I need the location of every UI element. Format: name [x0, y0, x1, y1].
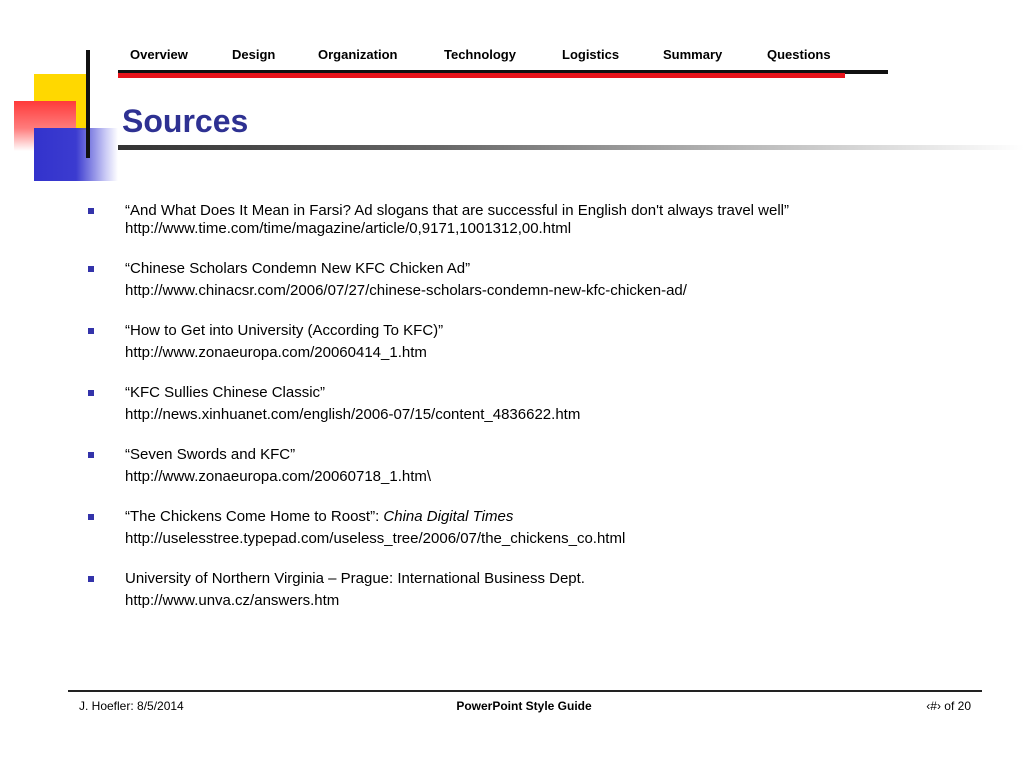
source-title: University of Northern Virginia – Prague: International Business Dept.: [125, 570, 585, 587]
nav-item-design[interactable]: Design: [232, 47, 276, 62]
square-bullet-icon: [88, 328, 94, 334]
source-url[interactable]: http://www.zonaeuropa.com/20060718_1.htm\: [125, 468, 432, 485]
list-item: [84, 384, 984, 424]
title-divider: [118, 145, 1024, 150]
decor-blue-square: [34, 128, 118, 181]
list-item: [84, 202, 984, 238]
page-title: Sources: [122, 103, 249, 139]
footer-title: PowerPoint Style Guide: [456, 699, 592, 713]
list-item: [84, 508, 984, 548]
square-bullet-icon: [88, 208, 94, 214]
source-title: “And What Does It Mean in Farsi? Ad slogans that are successful in English don't always travel well”: [125, 202, 790, 219]
footer-slide-number: ‹#› of 20: [926, 699, 971, 713]
source-url[interactable]: http://news.xinhuanet.com/english/2006-07/15/content_4836622.htm: [125, 406, 581, 423]
source-title: “Seven Swords and KFC”: [125, 446, 296, 463]
square-bullet-icon: [88, 390, 94, 396]
square-bullet-icon: [88, 514, 94, 520]
list-item: [84, 570, 984, 610]
list-item: [84, 322, 984, 362]
square-bullet-icon: [88, 576, 94, 582]
source-url[interactable]: http://www.unva.cz/answers.htm: [125, 592, 340, 609]
square-bullet-icon: [88, 266, 94, 272]
source-url[interactable]: http://www.zonaeuropa.com/20060414_1.htm: [125, 344, 427, 361]
source-publication: China Digital Times: [383, 508, 514, 525]
source-title: “The Chickens Come Home to Roost”:: [125, 508, 384, 525]
list-item: [84, 446, 984, 486]
source-title: “KFC Sullies Chinese Classic”: [125, 384, 326, 401]
nav-item-logistics[interactable]: Logistics: [562, 47, 620, 62]
nav-item-summary[interactable]: Summary: [663, 47, 723, 62]
list-item: [84, 260, 984, 300]
footer-author-date: J. Hoefler: 8/5/2014: [79, 699, 184, 713]
source-title-line: [125, 508, 984, 526]
nav-item-questions[interactable]: Questions: [767, 47, 831, 62]
source-title: “Chinese Scholars Condemn New KFC Chicken Ad”: [125, 260, 471, 277]
square-bullet-icon: [88, 452, 94, 458]
source-url[interactable]: http://www.chinacsr.com/2006/07/27/chinese-scholars-condemn-new-kfc-chicken-ad/: [125, 282, 687, 299]
nav-item-overview[interactable]: Overview: [130, 47, 188, 62]
source-title: “How to Get into University (According To KFC)”: [125, 322, 444, 339]
footer-divider: [68, 690, 982, 692]
nav-item-organization[interactable]: Organization: [318, 47, 398, 62]
source-url[interactable]: http://uselesstree.typepad.com/useless_tree/2006/07/the_chickens_co.html: [125, 530, 626, 547]
nav-item-technology[interactable]: Technology: [444, 47, 516, 62]
source-url[interactable]: http://www.time.com/time/magazine/article/0,9171,1001312,00.html: [125, 220, 572, 237]
sources-list: [84, 202, 984, 632]
decor-vertical-line: [86, 50, 90, 158]
top-nav: [130, 47, 831, 67]
nav-underline-red: [118, 73, 845, 78]
